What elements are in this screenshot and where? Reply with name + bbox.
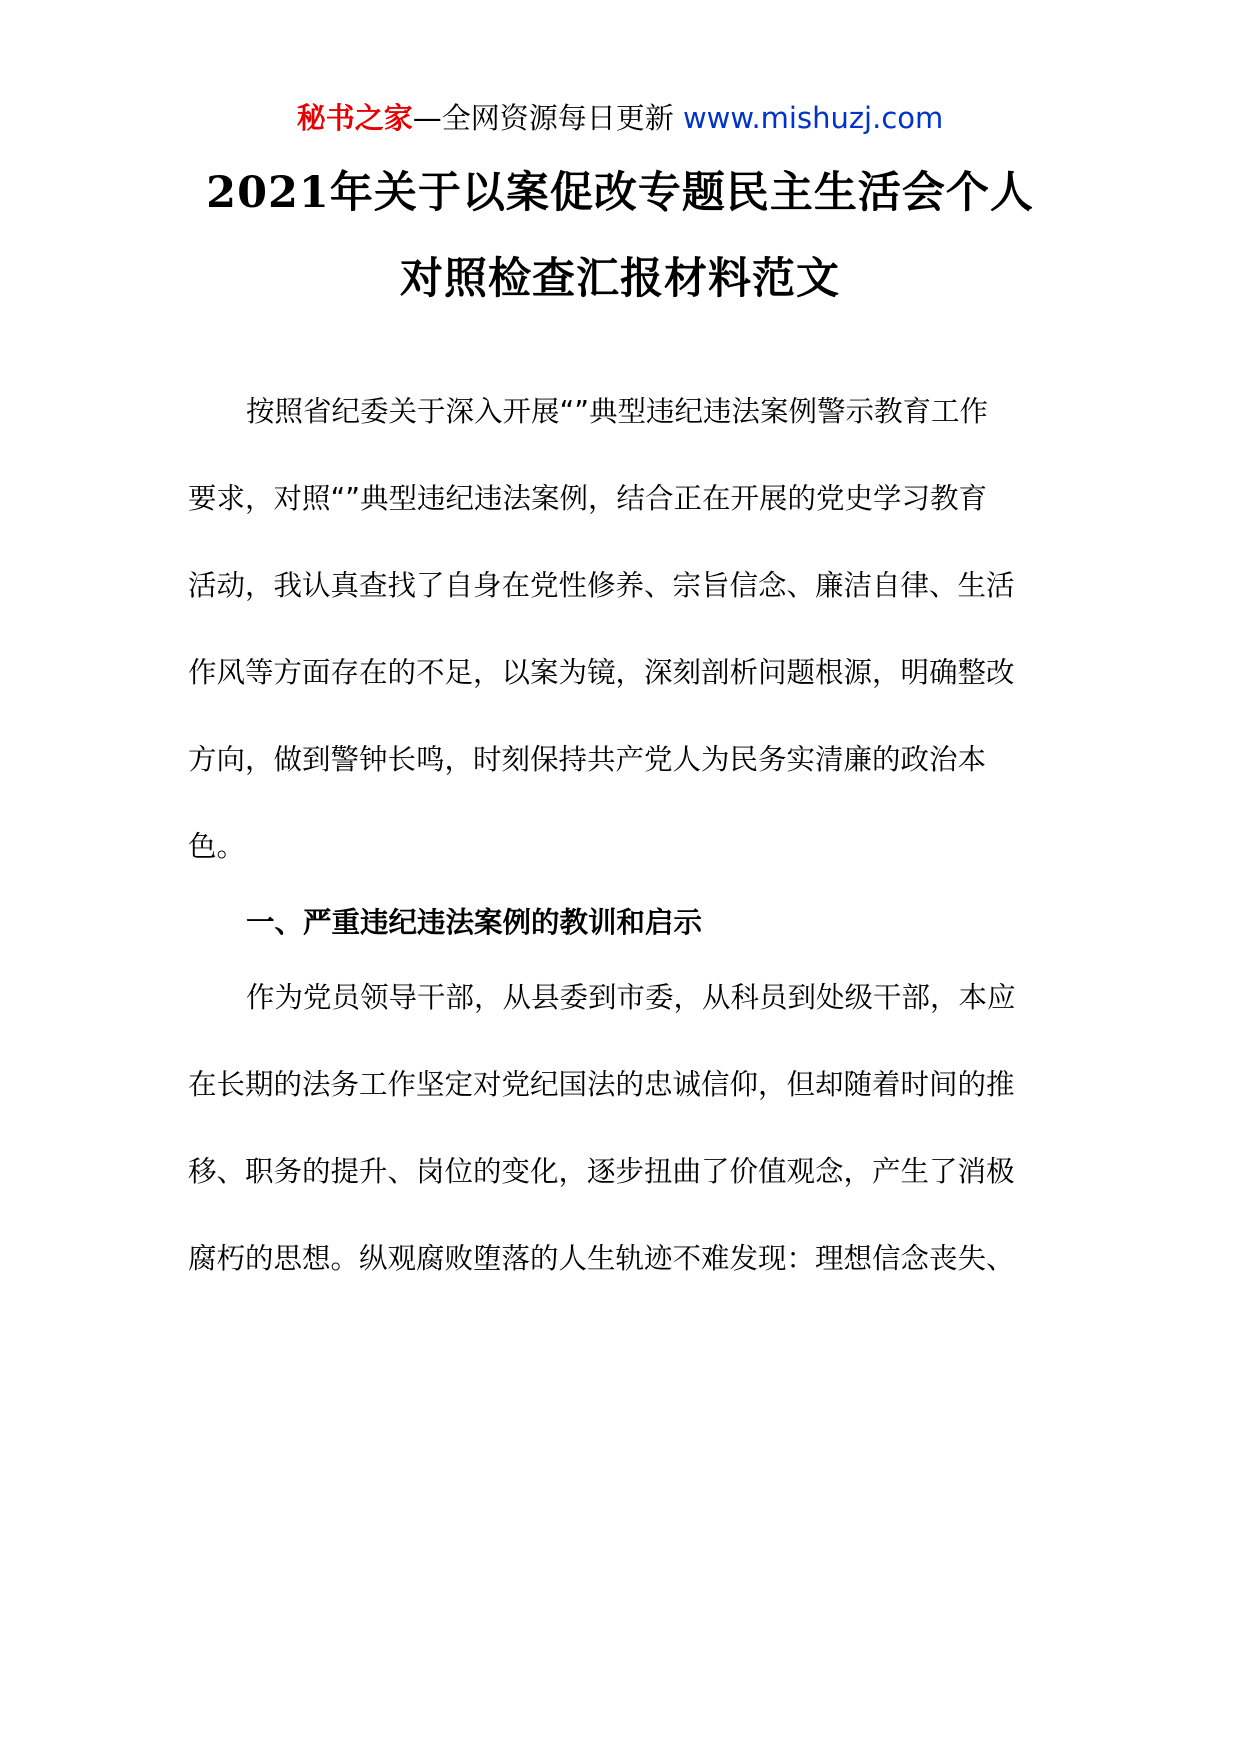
section-paragraph-line: 作为党员领导干部，从县委到市委，从科员到处级干部，本应 bbox=[246, 981, 1016, 1014]
section-paragraph-line: 腐朽的思想。纵观腐败堕落的人生轨迹不难发现：理想信念丧失、 bbox=[188, 1242, 1015, 1275]
site-header bbox=[0, 98, 1240, 138]
brand-name: 秘书之家 bbox=[296, 101, 413, 135]
intro-paragraph-line: 色。 bbox=[188, 830, 246, 863]
site-url[interactable]: www.mishuzj.com bbox=[682, 101, 944, 135]
document-title-line-1: 2021年关于以案促改专题民主生活会个人 bbox=[206, 168, 1034, 218]
intro-paragraph-line: 作风等方面存在的不足，以案为镜，深刻剖析问题根源，明确整改 bbox=[188, 656, 1015, 689]
section-heading: 一、严重违纪违法案例的教训和启示 bbox=[246, 906, 703, 939]
intro-paragraph-line: 要求，对照“”典型违纪违法案例，结合正在开展的党史学习教育 bbox=[188, 482, 988, 515]
intro-paragraph-line: 方向，做到警钟长鸣，时刻保持共产党人为民务实清廉的政治本 bbox=[188, 743, 987, 776]
intro-paragraph-line: 活动，我认真查找了自身在党性修养、宗旨信念、廉洁自律、生活 bbox=[188, 569, 1015, 602]
site-tagline: —全网资源每日更新 bbox=[412, 101, 674, 135]
document-title-line-2: 对照检查汇报材料范文 bbox=[400, 254, 840, 304]
section-paragraph-line: 在长期的法务工作坚定对党纪国法的忠诚信仰，但却随着时间的推 bbox=[188, 1068, 1015, 1101]
section-paragraph-line: 移、职务的提升、岗位的变化，逐步扭曲了价值观念，产生了消极 bbox=[188, 1155, 1015, 1188]
intro-paragraph-line: 按照省纪委关于深入开展“”典型违纪违法案例警示教育工作 bbox=[246, 395, 989, 428]
